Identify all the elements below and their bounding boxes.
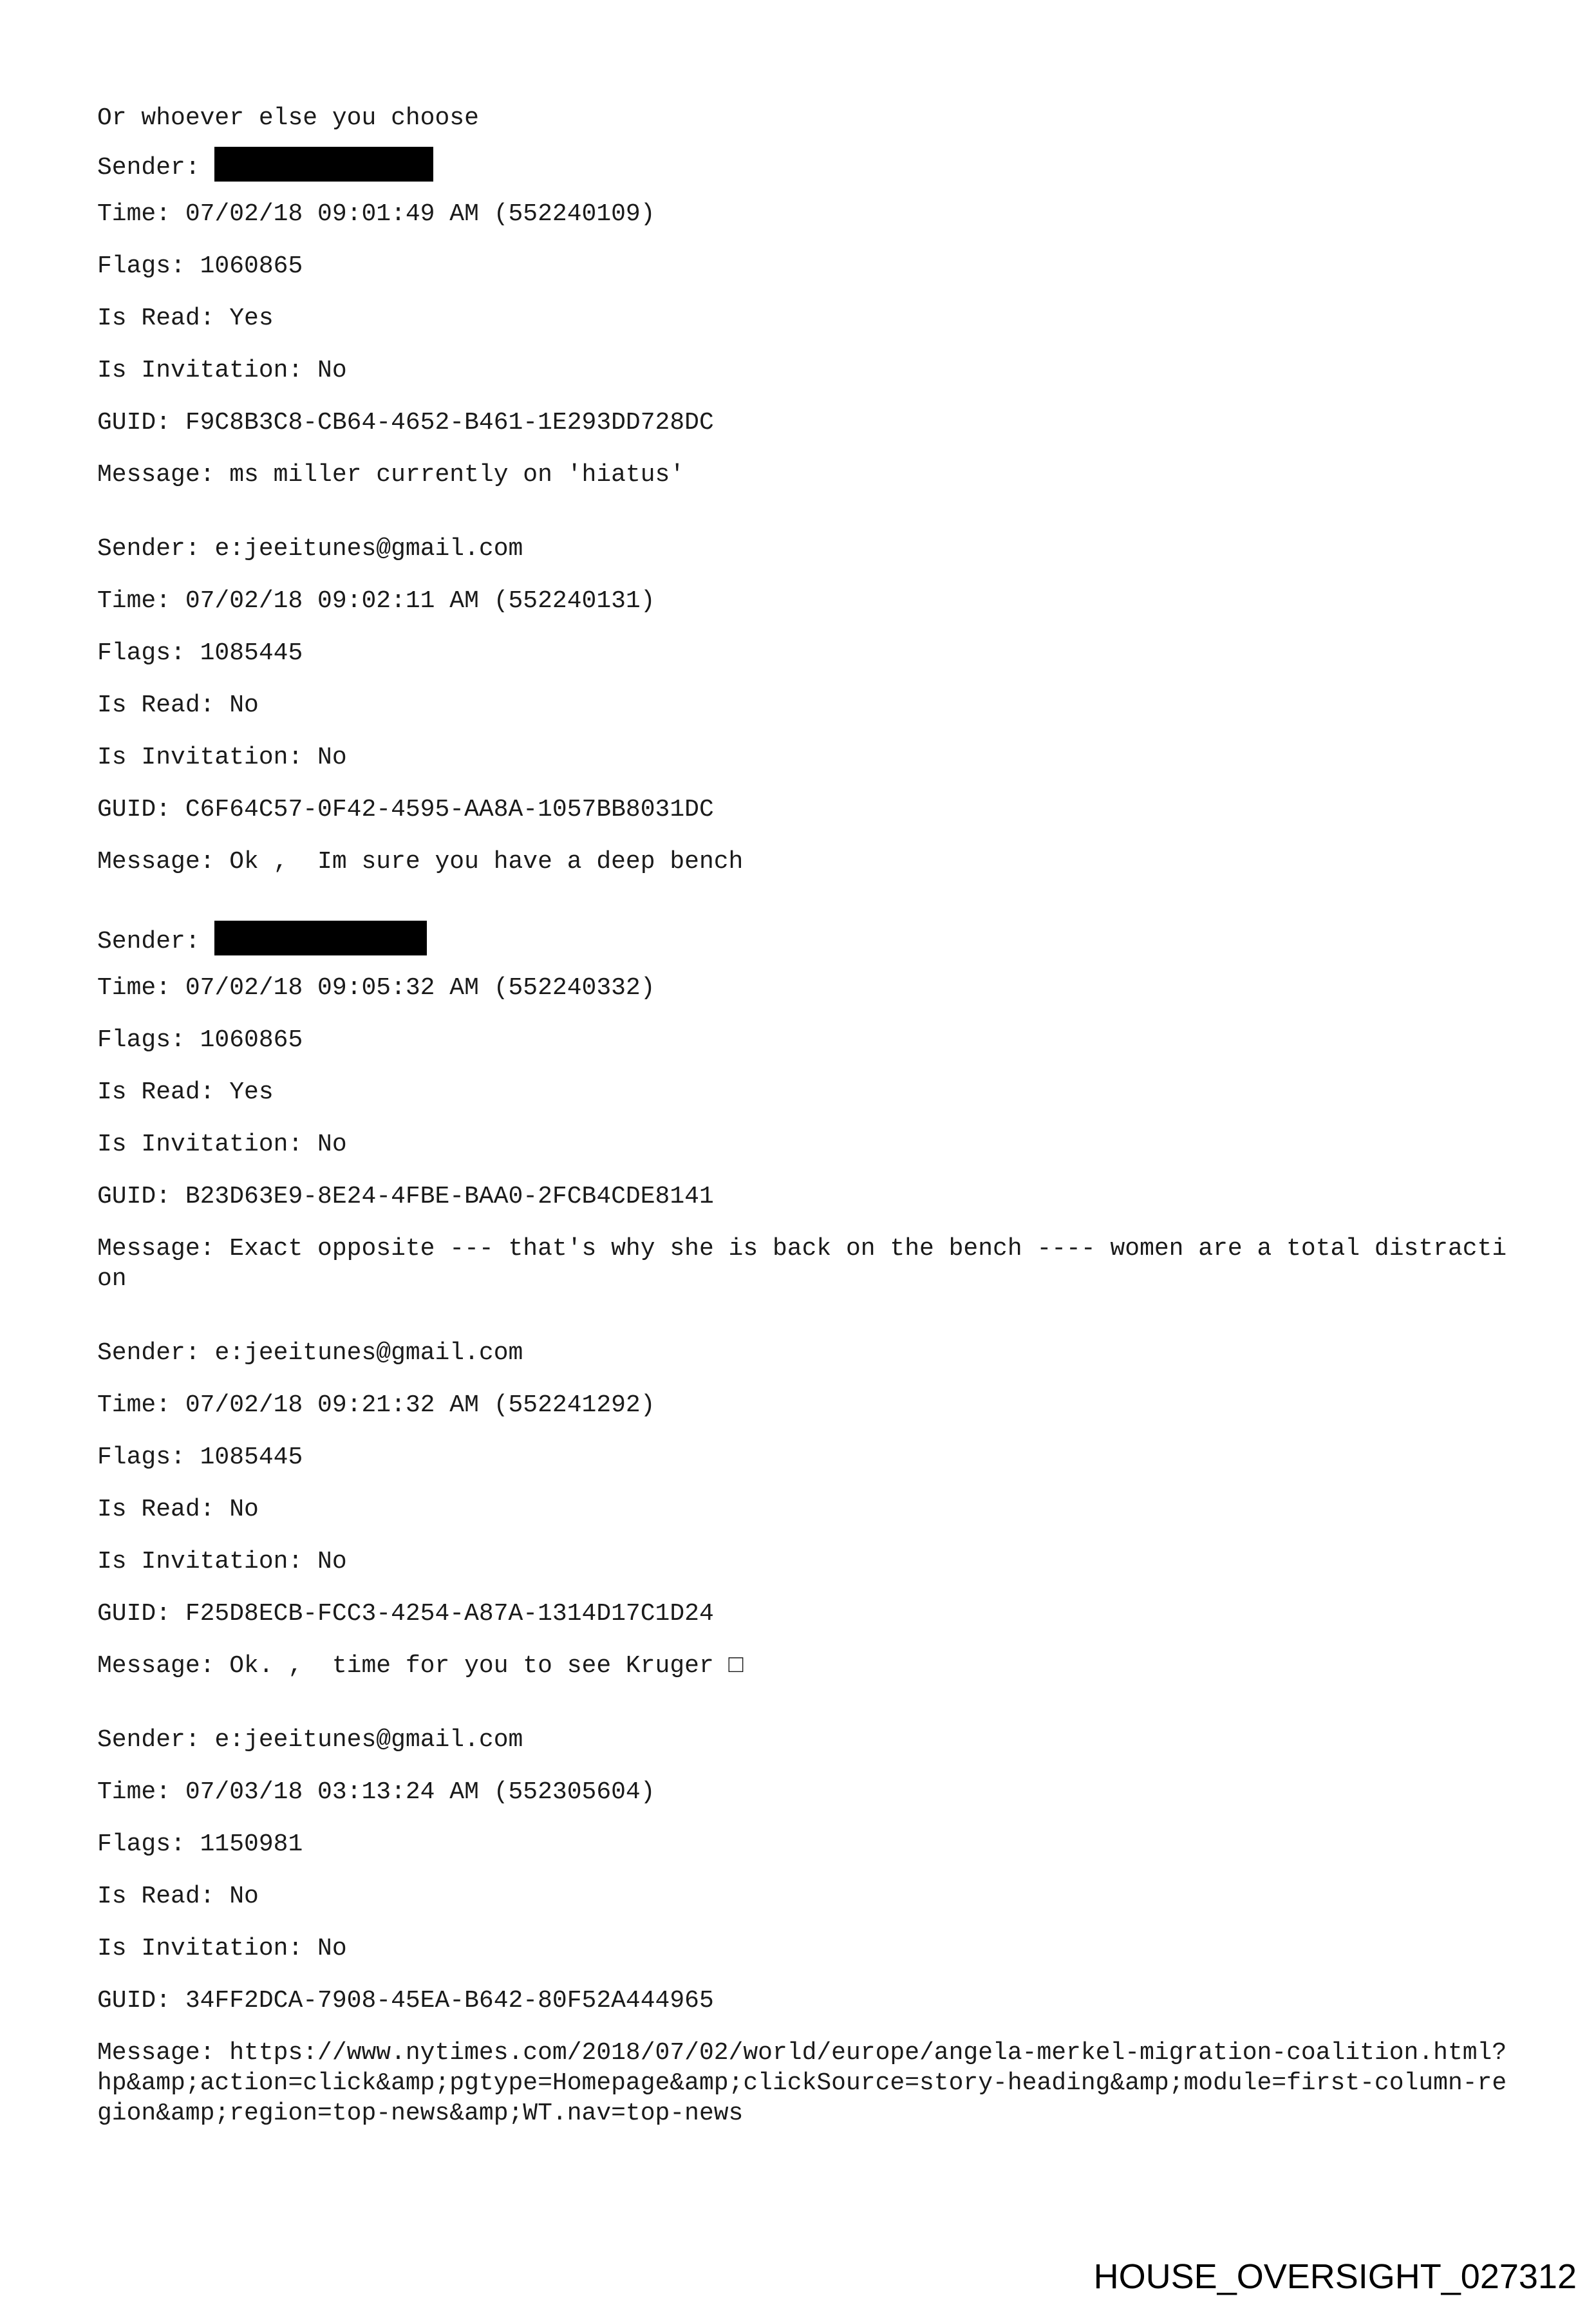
time-line: Time: 07/03/18 03:13:24 AM (552305604) (97, 1778, 655, 1806)
guid-line: GUID: 34FF2DCA-7908-45EA-B642-80F52A444965 (97, 1987, 714, 2015)
flags-line: Flags: 1150981 (97, 1830, 303, 1858)
guid-line: GUID: C6F64C57-0F42-4595-AA8A-1057BB8031DC (97, 796, 714, 823)
is-read-line: Is Read: No (97, 1883, 259, 1910)
sender-line (97, 1338, 1514, 1368)
time-line: Time: 07/02/18 09:21:32 AM (552241292) (97, 1391, 655, 1419)
sender-label: Sender: (97, 928, 215, 955)
guid-line: GUID: B23D63E9-8E24-4FBE-BAA0-2FCB4CDE8141 (97, 1183, 714, 1210)
message-line: Message: https://www.nytimes.com/2018/07/02/world/europe/angela-merkel-migration-coalition.html?hp&amp;action=click&amp;pgtype=Homepage&amp;clickSource=story-heading&amp;module=first-column-region&amp;region=top-news&amp;WT.nav=top-news (97, 2039, 1507, 2127)
sender-label: Sender: (97, 1339, 215, 1367)
message-record (97, 1725, 1514, 2129)
is-read-line: Is Read: Yes (97, 1078, 274, 1106)
message-record (97, 147, 1514, 490)
sender-line (97, 1725, 1514, 1755)
is-invitation-line: Is Invitation: No (97, 1935, 347, 1962)
is-read-line: Is Read: No (97, 1496, 259, 1523)
sender-line (97, 147, 1514, 182)
sender-value: e:jeeitunes@gmail.com (214, 1726, 523, 1754)
flags-line: Flags: 1085445 (97, 1443, 303, 1471)
message-line: Message: ms miller currently on 'hiatus' (97, 461, 685, 489)
is-read-line: Is Read: Yes (97, 305, 274, 332)
sender-label: Sender: (97, 535, 215, 563)
flags-line: Flags: 1060865 (97, 1026, 303, 1054)
flags-line: Flags: 1060865 (97, 252, 303, 280)
redaction-box (214, 147, 433, 182)
sender-line (97, 921, 1514, 955)
message-log: Or whoever else you choose Sender: Time: 07/02/18 09:01:49 AM (552240109) Flags: 1060865 Is Read: Yes Is Invitation: No GUID: F9C8B3C8-CB64-4652-B461-1E293DD728DC Message: ms miller currently on 'hiatus' Sender: e:jeeitunes@gmail.com Time: 07/02/18 09:02:11 AM (552240131) Flags: 1085445 Is Read: No Is Invitation: No GUID: C6F64C57-0F42-4595-AA8A-1057BB8031DC Message: Ok , Im sure you have a deep bench Sender: Time: 07/02/18 09:05:32 AM (552240332) Flags: 1060865 Is Read: Yes Is Invitation: No GUID: B23D63E9-8E24-4FBE-BAA0-2FCB4CDE8141 Message: Exact opposite --- that's why she is back on the bench ---- women are a total distraction Sender: e:jeeitunes@gmail.com Time: 07/02/18 09:21:32 AM (552241292) Flags: 1085445 Is Read: No Is Invitation: No GUID: F25D8ECB-FCC3-4254-A87A-1314D17C1D24 Message: Ok. , time for you to see Kruger □ Sender: e:jeeitunes@gmail.com Time: 07/03/18 03:13:24 AM (552305604) Flags: 1150981 Is Read: No Is Invitation: No GUID: 34FF2DCA-7908-45EA-B642-80F52A444965 Message: https://www.nytimes.com/2018/07/02/world/europe/angela-merkel-migration-coalition.html?hp&amp;action=click&amp;pgtype=Homepage&amp;clickSource=story-heading&amp;module=first-column-region&amp;region=top-news&amp;WT.nav=top-news (97, 103, 1514, 2150)
is-invitation-line: Is Invitation: No (97, 1131, 347, 1158)
message-line: Message: Exact opposite --- that's why she is back on the bench ---- women are a total distraction (97, 1235, 1507, 1293)
guid-line: GUID: F25D8ECB-FCC3-4254-A87A-1314D17C1D24 (97, 1600, 714, 1628)
is-invitation-line: Is Invitation: No (97, 744, 347, 771)
flags-line: Flags: 1085445 (97, 639, 303, 667)
time-line: Time: 07/02/18 09:05:32 AM (552240332) (97, 974, 655, 1002)
message-record (97, 534, 1514, 877)
guid-line: GUID: F9C8B3C8-CB64-4652-B461-1E293DD728DC (97, 409, 714, 437)
message-line: Message: Ok , Im sure you have a deep bench (97, 848, 744, 876)
is-read-line: Is Read: No (97, 691, 259, 719)
time-line: Time: 07/02/18 09:02:11 AM (552240131) (97, 587, 655, 615)
sender-label: Sender: (97, 1726, 215, 1754)
is-invitation-line: Is Invitation: No (97, 1548, 347, 1575)
time-line: Time: 07/02/18 09:01:49 AM (552240109) (97, 200, 655, 228)
redaction-box (214, 921, 427, 955)
sender-line (97, 534, 1514, 564)
message-record (97, 921, 1514, 1294)
sender-value: e:jeeitunes@gmail.com (214, 535, 523, 563)
is-invitation-line: Is Invitation: No (97, 357, 347, 384)
bates-number: HOUSE_OVERSIGHT_027312 (1093, 2257, 1577, 2296)
message-record (97, 1338, 1514, 1681)
sender-value: e:jeeitunes@gmail.com (214, 1339, 523, 1367)
sender-label: Sender: (97, 154, 215, 182)
message-line: Message: Ok. , time for you to see Kruger □ (97, 1652, 744, 1680)
